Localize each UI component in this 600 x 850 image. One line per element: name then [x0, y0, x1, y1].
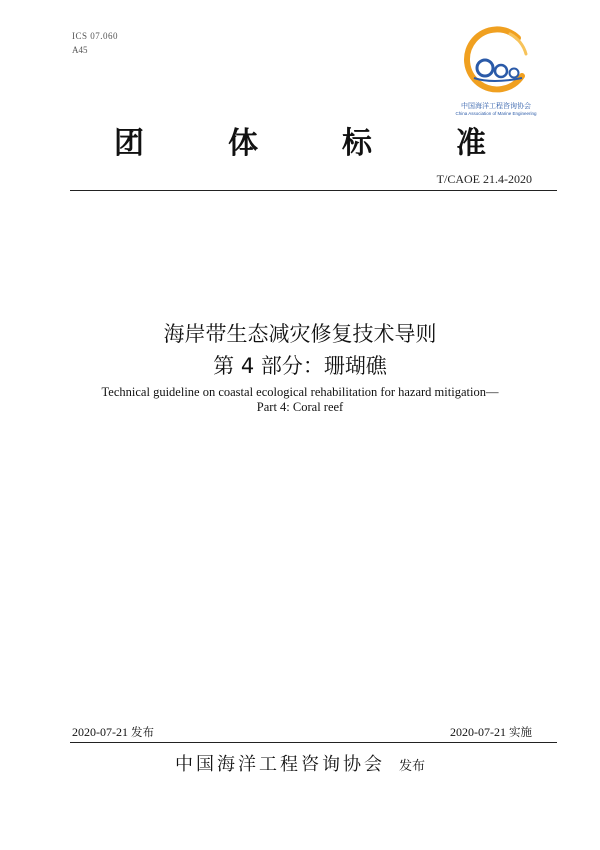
- issuer-line: [0, 750, 600, 776]
- logo-org-name-en: China Association of Marine Engineering: [455, 111, 537, 116]
- standard-type-char: 标: [342, 126, 372, 161]
- footer-divider: [70, 742, 557, 743]
- implement-date-line: [450, 724, 532, 740]
- publish-date: 2020-07-21: [72, 725, 128, 739]
- standard-type-char: 团: [114, 126, 144, 161]
- ccs-code: A45: [72, 45, 88, 55]
- title-cn-main: 海岸带生态减灾修复技术导则: [163, 322, 437, 346]
- logo-emblem-icon: [448, 24, 544, 100]
- title-en-main: Technical guideline on coastal ecological rehabilitation for hazard mitigation—: [101, 385, 499, 399]
- title-en-sub: Part 4: Coral reef: [256, 400, 344, 414]
- standard-number: T/CAOE 21.4-2020: [436, 172, 532, 186]
- standard-type-heading: [0, 118, 600, 162]
- logo-org-name-cn: 中国海洋工程咨询协会: [461, 102, 531, 110]
- title-cn-sub: 第 4 部分：珊瑚礁: [213, 354, 387, 378]
- header-divider: [70, 190, 557, 191]
- ics-code: ICS 07.060: [72, 31, 119, 41]
- issuer-action: 发布: [398, 759, 425, 774]
- standard-type-char: 体: [228, 126, 258, 161]
- standard-type-char: 准: [456, 126, 486, 161]
- implement-date: 2020-07-21: [450, 725, 506, 739]
- publish-date-line: [72, 724, 154, 740]
- publish-label: 发布: [131, 725, 154, 739]
- organization-logo: [448, 24, 544, 124]
- issuer-name: 中国海洋工程咨询协会: [174, 754, 385, 775]
- implement-label: 实施: [509, 725, 532, 739]
